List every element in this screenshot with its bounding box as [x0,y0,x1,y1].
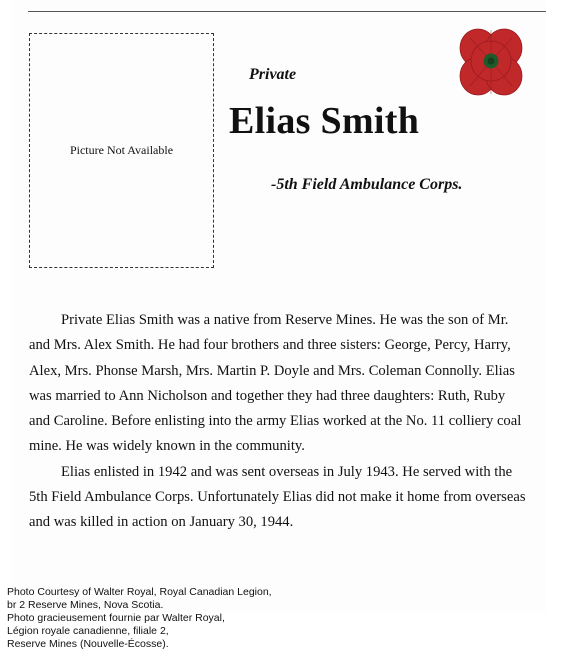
soldier-name: Elias Smith [229,100,420,142]
credit-line: Reserve Mines (Nouvelle-Écosse). [7,638,169,650]
photo-placeholder-label: Picture Not Available [69,143,174,157]
top-rule [28,11,546,12]
credit-line: Légion royale canadienne, filiale 2, [7,625,169,637]
photo-placeholder [29,33,214,268]
rank-label: Private [249,66,297,83]
biography [29,308,529,536]
credit-line: Photo gracieusement fournie par Walter Royal, [7,612,225,624]
biography-paragraph: Elias enlisted in 1942 and was sent overseas in July 1943. He served with the 5th Field Ambulance Corps. Unfortunately Elias did not make it home from overseas and was killed in action on January 30, 1944. [29,463,526,531]
unit-label: -5th Field Ambulance Corps. [271,176,463,193]
biography-paragraph: Private Elias Smith was a native from Reserve Mines. He was the son of Mr. and Mrs. Alex Smith. He had four brothers and three sisters: George, Percy, Harry, Alex, Mrs. Phonse Marsh, Mrs. Martin P. Doyle and Mrs. Coleman Connolly. Elias was married to Ann Nicholson and together they had three daughters: Ruth, Ruby and Caroline. Before enlisting into the army Elias worked at the No. 11 colliery coal mine. He was widely known in the community. [29,312,522,455]
poppy-icon [458,24,524,98]
photo-credit [7,586,307,651]
credit-line: br 2 Reserve Mines, Nova Scotia. [7,599,164,611]
credit-line: Photo Courtesy of Walter Royal, Royal Canadian Legion, [7,586,272,598]
